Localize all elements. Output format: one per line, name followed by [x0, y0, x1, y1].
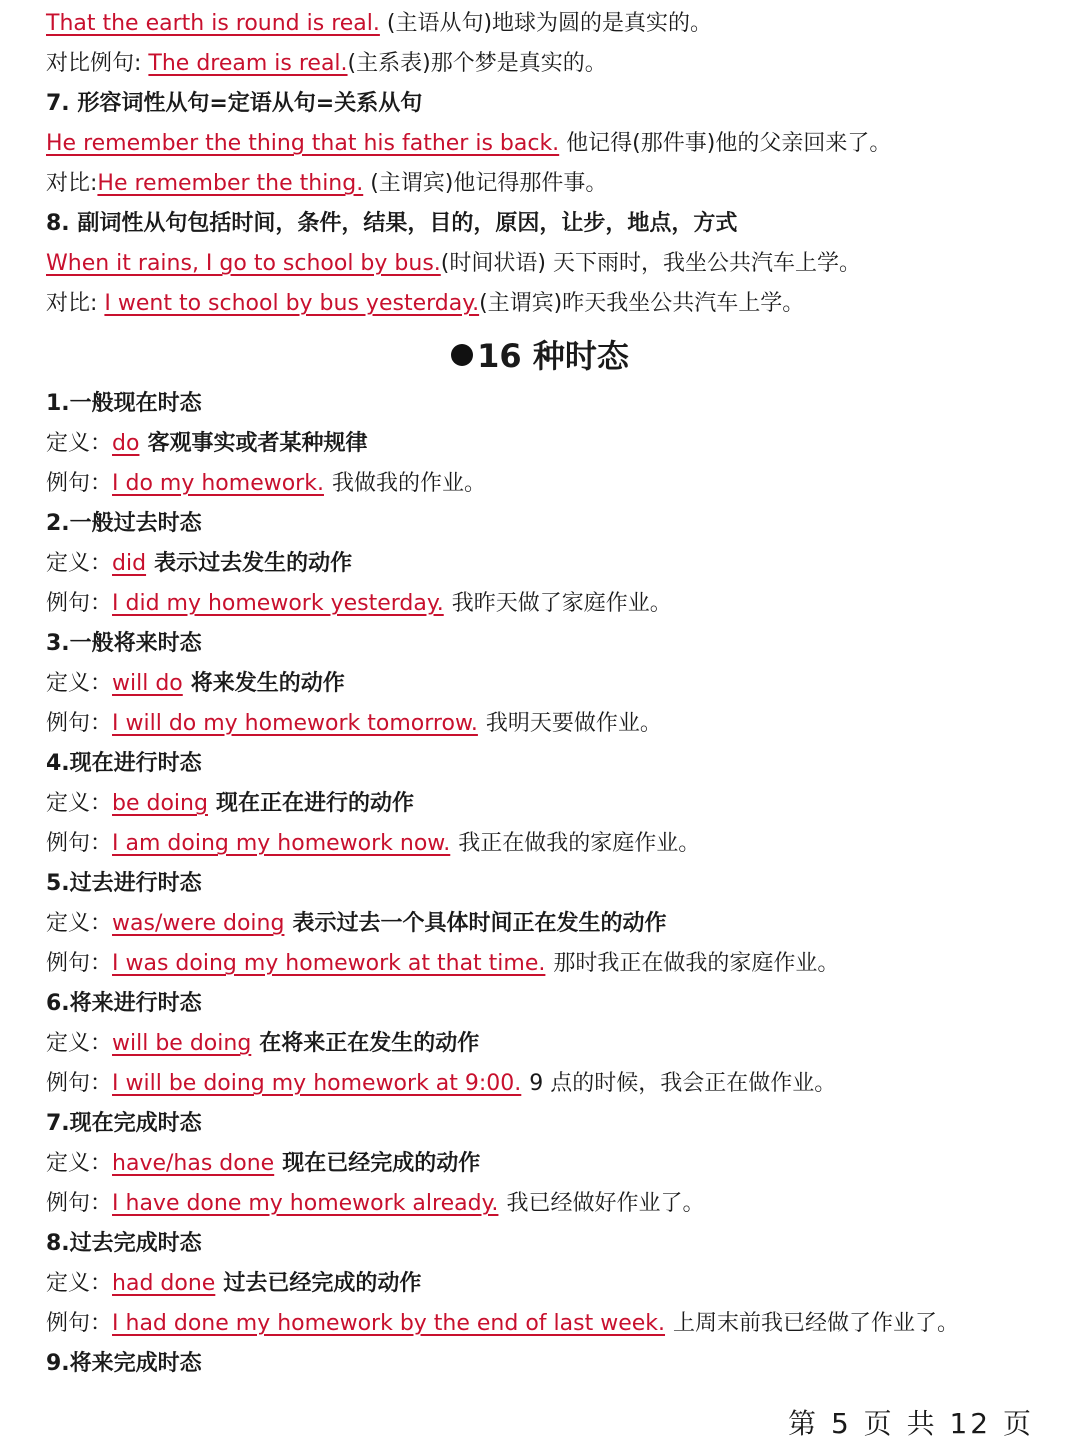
example-english: When it rains, I go to school by bus. — [46, 251, 441, 276]
example-translation: 我做我的作业。 — [331, 471, 486, 496]
tense-definition — [46, 1144, 480, 1184]
tense-form: be doing — [112, 791, 208, 816]
intro-line-5 — [46, 164, 607, 204]
example-label: 例句： — [46, 471, 113, 496]
tense-example — [46, 1064, 836, 1104]
tense-heading-9: 9.将来完成时态 — [46, 1351, 202, 1376]
intro-line-4 — [46, 124, 891, 164]
example-translation: 我昨天做了家庭作业。 — [451, 591, 672, 616]
tense-heading: 4.现在进行时态 — [46, 751, 202, 776]
tense-definition — [46, 424, 367, 464]
example-note: (主系表)那个梦是真实的。 — [347, 51, 607, 76]
tense-heading: 3.一般将来时态 — [46, 631, 202, 656]
example-english: I had done my homework by the end of last week. — [112, 1311, 666, 1336]
compare-label: 对比: — [46, 291, 105, 316]
definition-label: 定义： — [46, 911, 113, 936]
tense-example — [46, 944, 839, 984]
clause-heading-7: 7. 形容词性从句=定语从句=关系从句 — [46, 91, 423, 116]
definition-label: 定义： — [46, 1271, 113, 1296]
example-english: He remember the thing. — [97, 171, 364, 196]
tense-form: have/has done — [112, 1151, 275, 1176]
section-title — [0, 332, 1080, 380]
tense-example — [46, 584, 672, 624]
tense-heading: 6.将来进行时态 — [46, 991, 202, 1016]
example-english: I will do my homework tomorrow. — [112, 711, 478, 736]
tense-example — [46, 1184, 704, 1224]
example-label: 例句： — [46, 951, 113, 976]
tense-form: will be doing — [112, 1031, 252, 1056]
example-note: (主谓宾)昨天我坐公共汽车上学。 — [479, 291, 805, 316]
tense-meaning: 在将来正在发生的动作 — [259, 1031, 480, 1056]
tense-meaning: 客观事实或者某种规律 — [147, 431, 368, 456]
example-english: I will be doing my homework at 9:00. — [112, 1071, 522, 1096]
compare-label: 对比例句: — [46, 51, 149, 76]
intro-line-2 — [46, 44, 607, 84]
example-translation: 我已经做好作业了。 — [506, 1191, 705, 1216]
tense-form: did — [112, 551, 147, 576]
example-english: I have done my homework already. — [112, 1191, 499, 1216]
tense-example — [46, 1304, 959, 1344]
example-english: I do my homework. — [112, 471, 324, 496]
example-translation: 那时我正在做我的家庭作业。 — [553, 951, 840, 976]
tense-definition — [46, 544, 352, 584]
tense-meaning: 现在已经完成的动作 — [282, 1151, 481, 1176]
example-translation: 9 点的时候，我会正在做作业。 — [529, 1071, 837, 1096]
page-footer: 第 5 页 共 12 页 — [788, 1407, 1034, 1440]
tense-definition — [46, 1264, 421, 1304]
example-note: (主谓宾)他记得那件事。 — [363, 171, 608, 196]
intro-line-1 — [46, 4, 712, 44]
example-note: (时间状语) 天下雨时，我坐公共汽车上学。 — [440, 251, 861, 276]
tense-heading: 8.过去完成时态 — [46, 1231, 202, 1256]
definition-label: 定义： — [46, 1151, 113, 1176]
tense-form: had done — [112, 1271, 216, 1296]
tense-form: will do — [112, 671, 183, 696]
example-english: I was doing my homework at that time. — [112, 951, 546, 976]
definition-label: 定义： — [46, 671, 113, 696]
tense-form: do — [112, 431, 140, 456]
bullet-dot-icon — [451, 344, 473, 366]
tense-definition — [46, 904, 666, 944]
tense-example — [46, 464, 486, 504]
tense-heading: 5.过去进行时态 — [46, 871, 202, 896]
example-note: (主语从句)地球为圆的是真实的。 — [379, 11, 713, 36]
example-label: 例句： — [46, 1191, 113, 1216]
tense-meaning: 表示过去发生的动作 — [154, 551, 353, 576]
section-title-text: 16 种时态 — [477, 337, 629, 375]
tense-example — [46, 824, 700, 864]
tense-heading: 7.现在完成时态 — [46, 1111, 202, 1136]
tense-meaning: 现在正在进行的动作 — [215, 791, 414, 816]
definition-label: 定义： — [46, 551, 113, 576]
example-english: I did my homework yesterday. — [112, 591, 444, 616]
intro-line-7 — [46, 244, 861, 284]
example-translation: 我明天要做作业。 — [485, 711, 662, 736]
tense-meaning: 过去已经完成的动作 — [223, 1271, 422, 1296]
intro-line-8 — [46, 284, 804, 324]
tense-definition — [46, 784, 414, 824]
example-english: I am doing my homework now. — [112, 831, 451, 856]
tense-example — [46, 704, 662, 744]
example-label: 例句： — [46, 711, 113, 736]
example-english: The dream is real. — [148, 51, 348, 76]
example-english: That the earth is round is real. — [46, 11, 380, 36]
tense-form: was/were doing — [112, 911, 285, 936]
example-english: I went to school by bus yesterday. — [104, 291, 480, 316]
definition-label: 定义： — [46, 791, 113, 816]
example-translation: 我正在做我的家庭作业。 — [458, 831, 701, 856]
tense-meaning: 表示过去一个具体时间正在发生的动作 — [292, 911, 667, 936]
example-label: 例句： — [46, 831, 113, 856]
tense-heading: 2.一般过去时态 — [46, 511, 202, 536]
example-translation: 上周末前我已经做了作业了。 — [673, 1311, 960, 1336]
definition-label: 定义： — [46, 1031, 113, 1056]
example-label: 例句： — [46, 1071, 113, 1096]
example-english: He remember the thing that his father is back. — [46, 131, 560, 156]
tense-meaning: 将来发生的动作 — [190, 671, 345, 696]
tense-heading: 1.一般现在时态 — [46, 391, 202, 416]
definition-label: 定义： — [46, 431, 113, 456]
tense-definition — [46, 664, 345, 704]
example-label: 例句： — [46, 1311, 113, 1336]
compare-label: 对比: — [46, 171, 98, 196]
tense-definition — [46, 1024, 479, 1064]
example-label: 例句： — [46, 591, 113, 616]
clause-heading-8: 8. 副词性从句包括时间，条件，结果，目的，原因，让步，地点，方式 — [46, 211, 738, 236]
example-note: 他记得(那件事)他的父亲回来了。 — [559, 131, 892, 156]
